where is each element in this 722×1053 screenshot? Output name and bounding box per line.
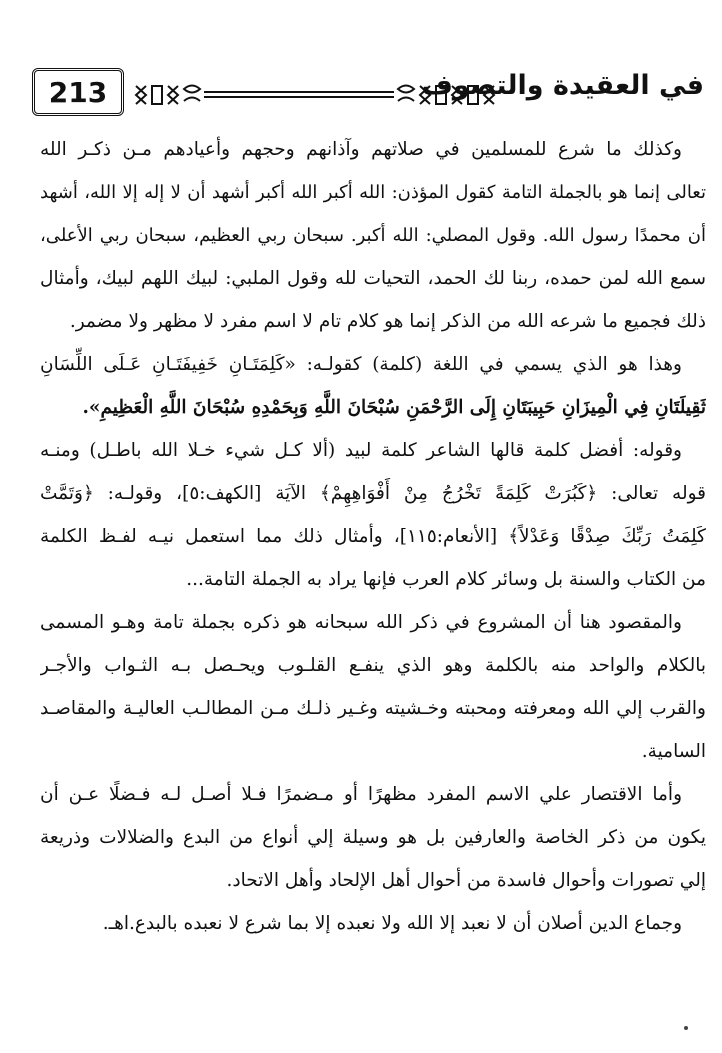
running-title: في العقيدة والتصوف	[421, 70, 704, 101]
text-line: وجماع الدين أصلان أن لا نعبد إلا الله ولا نعبده إلا بما شرع لا نعبده بالبدع.اهـ.	[102, 913, 682, 934]
text-line: سمع الله لمن حمده، ربنا لك الحمد، التحيات لله وقول الملبي: لبيك اللهم لبيك، وأمثال	[40, 268, 706, 289]
text-line: وهذا هو الذي يسمي في اللغة (كلمة) كقولـه: «كَلِمَتَـانِ خَفِيفَتَـانِ عَـلَى اللِّسَانِ	[40, 354, 682, 375]
page-number-box	[32, 68, 124, 116]
text-line: بالكلام والواحد منه بالكلمة وهو الذي ينفـع القلـوب ويحـصل بـه الثـواب والأجـر	[40, 655, 706, 676]
page-number: 213	[48, 75, 108, 109]
text-line: وأما الاقتصار علي الاسم المفرد مظهرًا أو مـضمرًا فـلا أصـل لـه فـضلًا عـن أن	[40, 784, 682, 805]
text-line: إلي تصورات وأحوال فاسدة من أحوال أهل الإلحاد وأهل الاتحاد.	[226, 870, 706, 891]
quran-citation-line: كَلِمَتُ رَبِّكَ صِدْقًا وَعَدْلاً﴾ [الأنعام:١١٥]، وأمثال ذلك مما استعمل نيـه لفـظ الكلمة	[40, 526, 706, 547]
text-line: ذلك فجميع ما شرعه الله من الذكر إنما هو كلام تام لا اسم مفرد لا مظهر ولا مضمر.	[69, 311, 706, 332]
scan-speck	[684, 1026, 688, 1030]
text-line: السامية.	[641, 741, 706, 762]
page-header	[20, 62, 712, 122]
text-line: والمقصود هنا أن المشروع في ذكر الله سبحانه هو ذكره بجملة تامة وهـو المسمى	[40, 612, 682, 633]
text-line: تعالى إنما هو بالجملة التامة كقول المؤذن: الله أكبر الله أكبر أشهد أن لا إله إلا الله، أشهد	[40, 182, 706, 203]
text-line: من الكتاب والسنة بل وسائر كلام العرب فإنها يراد به الجملة التامة...	[186, 569, 706, 590]
quran-citation-line: قوله تعالى: ﴿كَبُرَتْ كَلِمَةً تَخْرُجُ مِنْ أَفْوَاهِهِمْ﴾ الآيَة [الكهف:٥]، وقولـه: ﴿وَتَمَّتْ	[40, 483, 706, 504]
body-text	[40, 128, 706, 945]
text-line: يكون من ذكر الخاصة والعارفين بل هو وسيلة إلي أنواع من البدع والضلالات وذريعة	[40, 827, 706, 848]
text-line: أن محمدًا رسول الله. وقول المصلي: الله أكبر. سبحان ربي العظيم، سبحان ربي الأعلى،	[40, 225, 706, 246]
hadith-line: ثَقِيلَتَانِ فِي الْمِيزَانِ حَبِيبَتَانِ إِلَى الرَّحْمَنِ سُبْحَانَ اللَّهِ وَبِحَمْدِهِ سُبْحَانَ اللَّهِ الْعَظِيمِ».	[82, 397, 706, 418]
text-line: وقوله: أفضل كلمة قالها الشاعر كلمة لبيد (ألا كـل شيء خـلا الله باطـل) ومنـه	[40, 440, 682, 461]
text-line: والقرب إلي الله ومعرفته ومحبته وخـشيته وغـير ذلـك مـن المطالـب العاليـة والمقاصـد	[40, 698, 706, 719]
text-line: وكذلك ما شرع للمسلمين في صلاتهم وآذانهم وحجهم وأعيادهم مـن ذكـر الله	[40, 139, 682, 160]
